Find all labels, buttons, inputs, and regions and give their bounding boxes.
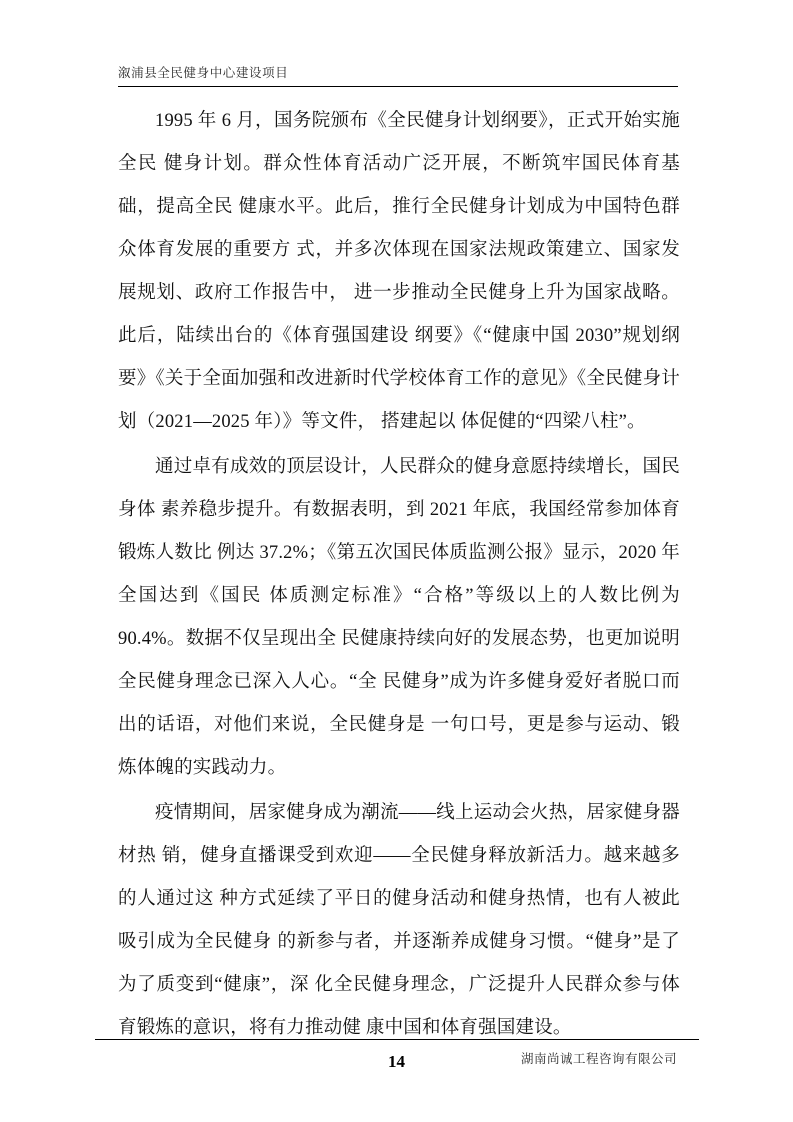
paragraph: 通过卓有成效的顶层设计，人民群众的健身意愿持续增长，国民身体 素养稳步提升。有数据表明，到 2021 年底，我国经常参加体育锻炼人数比 例达 37.2%；《第五次国民体质监测公报》显示，2020 年全国达到《国民 体质测定标准》“合格”等级以上的人数比例为 90.4%。数据不仅呈现出全 民健康持续向好的发展态势，也更加说明全民健身理念已深入人心。“全 民健身”成为许多健身爱好者脱口而出的话语，对他们来说，全民健身是 一句口号，更是参与运动、锻炼体魄的实践动力。: [118, 457, 680, 778]
header-title: 溆浦县全民健身中心建设项目: [118, 66, 289, 80]
footer-divider: [95, 1039, 699, 1040]
page-header: [118, 64, 678, 87]
paragraph: 1995 年 6 月，国务院颁布《全民健身计划纲要》，正式开始实施全民 健身计划。群众性体育活动广泛开展，不断筑牢国民体育基础，提高全民 健康水平。此后，推行全民健身计划成为中国特色群众体育发展的重要方 式，并多次体现在国家法规政策建立、国家发展规划、政府工作报告中， 进一步推动全民健身上升为国家战略。此后，陆续出台的《体育强国建设 纲要》《“健康中国 2030”规划纲要》《关于全面加强和改进新时代学校体育工作的意见》《全民健身计划（2021—2025 年）》等文件， 搭建起以 体促健的“四梁八柱”。: [118, 111, 680, 432]
page-body: [118, 100, 680, 1052]
paragraph: 疫情期间，居家健身成为潮流——线上运动会火热，居家健身器材热 销，健身直播课受到欢迎——全民健身释放新活力。越来越多的人通过这 种方式延续了平日的健身活动和健身热情，也有人被此吸引成为全民健身 的新参与者，并逐渐养成健身习惯。“健身”是了为了质变到“健康”，深 化全民健身理念，广泛提升人民群众参与体育锻炼的意识，将有力推动健 康中国和体育强国建设。: [118, 803, 680, 1038]
page-number: 14: [388, 1052, 405, 1071]
footer-company-name: 湖南尚诚工程咨询有限公司: [520, 1052, 677, 1066]
